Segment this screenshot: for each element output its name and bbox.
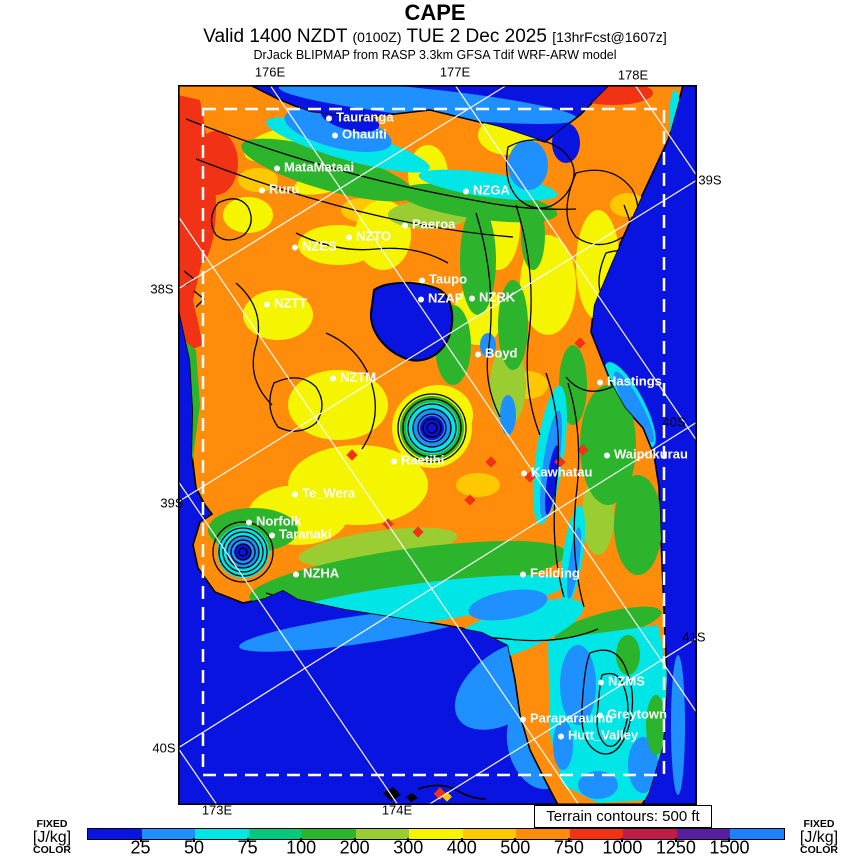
colorbar-tick-label-400: 400: [446, 837, 477, 858]
site-label: NZTO: [356, 228, 392, 244]
site-dot: [246, 519, 252, 525]
cape-map: [178, 85, 697, 805]
site-marker-nzrk: [469, 291, 515, 304]
site-marker-raetihi: [391, 454, 444, 467]
colorbar-tick-label-75: 75: [237, 837, 258, 858]
site-dot: [269, 532, 275, 538]
coord-label-173e: 173E: [201, 802, 233, 818]
site-marker-matamataai: [274, 161, 354, 174]
site-dot: [292, 244, 298, 250]
site-dot: [259, 187, 265, 193]
site-marker-nzga: [463, 184, 510, 197]
colorbar-tick-label-300: 300: [393, 837, 424, 858]
site-dot: [346, 234, 352, 240]
site-marker-taranaki: [269, 528, 332, 541]
site-dot: [326, 115, 332, 121]
site-label: Feilding: [530, 565, 580, 581]
colorbar-tick-label-1000: 1000: [602, 837, 643, 858]
site-marker-nzms: [598, 675, 645, 688]
site-marker-ohauiti: [332, 128, 387, 141]
valid-time-main: Valid 1400 NZDT: [203, 26, 348, 47]
site-label: Waipukurau: [614, 446, 688, 462]
site-marker-nzes: [292, 240, 337, 253]
site-label: Ruru: [269, 181, 300, 197]
site-marker-feilding: [520, 567, 580, 580]
site-label: NZGA: [473, 182, 510, 198]
site-dot: [475, 351, 481, 357]
terrain-contour-note: Terrain contours: 500 ft: [534, 805, 712, 828]
site-label: Hastings: [607, 373, 662, 389]
coord-label-174e: 174E: [381, 802, 413, 818]
valid-date: TUE 2 Dec 2025: [406, 26, 547, 47]
coord-label-41s: 41S: [682, 629, 706, 645]
model-description: DrJack BLIPMAP from RASP 3.3km GFSA Tdif WRF-ARW model: [253, 48, 617, 62]
colorbar-tick-label-200: 200: [339, 837, 370, 858]
site-dot: [604, 452, 610, 458]
site-label: Taranaki: [279, 526, 332, 542]
units-label: [J/kg]: [32, 829, 72, 846]
site-label: Hutt_Valley: [568, 727, 639, 743]
cape-field-art: [178, 85, 697, 805]
site-label: NZTM: [340, 369, 377, 385]
site-label: MataMataai: [284, 159, 355, 175]
site-marker-te_wera: [292, 487, 355, 500]
site-dot: [558, 733, 564, 739]
site-label: Raetihi: [401, 452, 445, 468]
site-marker-boyd: [475, 347, 518, 360]
site-label: Taupo: [429, 271, 468, 287]
coord-label-40s: 40S: [152, 740, 176, 756]
site-marker-nztm: [330, 371, 376, 384]
color-label: COLOR: [33, 844, 71, 856]
site-marker-nzto: [346, 230, 391, 243]
colorbar-tick-label-25: 25: [130, 837, 151, 858]
site-dot: [330, 375, 336, 381]
valid-time-line: [20, 26, 850, 48]
site-marker-tauranga: [326, 111, 394, 124]
site-dot: [520, 571, 526, 577]
fixed-label: FIXED: [803, 818, 835, 830]
site-dot: [597, 379, 603, 385]
colorbar-units-right: [790, 819, 848, 856]
site-dot: [293, 571, 299, 577]
site-label: Ohauiti: [342, 126, 387, 142]
site-marker-waipukurau: [604, 448, 688, 461]
colorbar-tick-label-100: 100: [286, 837, 317, 858]
coord-label-178e: 178E: [617, 67, 649, 83]
site-label: Paraparaumu: [530, 710, 614, 726]
site-label: Paeroa: [412, 216, 456, 232]
site-dot: [274, 165, 280, 171]
colorbar-tick-label-500: 500: [500, 837, 531, 858]
site-label: NZMS: [608, 673, 645, 689]
site-dot: [332, 132, 338, 138]
header: [20, 0, 850, 63]
site-dot: [391, 458, 397, 464]
colorbar-tick-label-750: 750: [553, 837, 584, 858]
site-marker-hastings: [597, 375, 662, 388]
page-title: CAPE: [404, 0, 466, 25]
site-marker-paeroa: [402, 218, 455, 231]
coord-label-39s: 39S: [160, 495, 184, 511]
site-marker-paraparaumu: [520, 712, 613, 725]
site-marker-kawhatau: [521, 466, 592, 479]
site-label: NZHA: [303, 565, 340, 581]
colorbar-tick-label-50: 50: [184, 837, 205, 858]
site-label: Te_Wera: [302, 485, 355, 501]
site-label: NZTT: [274, 295, 308, 311]
site-marker-nztt: [264, 297, 307, 310]
site-marker-nzha: [293, 567, 339, 580]
site-marker-hutt_valley: [558, 729, 638, 742]
color-label: COLOR: [800, 844, 838, 856]
site-label: NZRK: [479, 289, 516, 305]
coord-label-177e: 177E: [439, 64, 471, 80]
site-marker-ruru: [259, 183, 299, 196]
coord-label-39s: 39S: [698, 172, 722, 188]
site-dot: [419, 277, 425, 283]
site-label: NZES: [302, 238, 337, 254]
coord-label-38s: 38S: [150, 281, 174, 297]
site-dot: [520, 716, 526, 722]
units-label: [J/kg]: [799, 829, 839, 846]
site-marker-nzap: [418, 292, 463, 305]
site-dot: [402, 222, 408, 228]
site-marker-taupo: [419, 273, 467, 286]
colorbar-tick-label-1250: 1250: [655, 837, 696, 858]
colorbar-units-left: [23, 819, 81, 856]
colorbar-tick-label-1500: 1500: [709, 837, 750, 858]
site-dot: [264, 301, 270, 307]
site-dot: [463, 188, 469, 194]
site-dot: [469, 295, 475, 301]
forecast-cycle: [13hrFcst@1607z]: [552, 29, 667, 45]
coord-label-176e: 176E: [254, 64, 286, 80]
site-dot: [598, 679, 604, 685]
fixed-label: FIXED: [36, 818, 68, 830]
site-label: Greytown: [607, 706, 667, 722]
site-label: Tauranga: [336, 109, 394, 125]
site-dot: [521, 470, 527, 476]
coord-label-40s: 40S: [662, 414, 686, 430]
site-dot: [292, 491, 298, 497]
site-label: NZAP: [428, 290, 464, 306]
site-label: Boyd: [485, 345, 518, 361]
valid-time-utc: (0100Z): [352, 29, 402, 45]
site-label: Norfolk: [256, 513, 302, 529]
site-dot: [418, 296, 424, 302]
site-label: Kawhatau: [531, 464, 593, 480]
